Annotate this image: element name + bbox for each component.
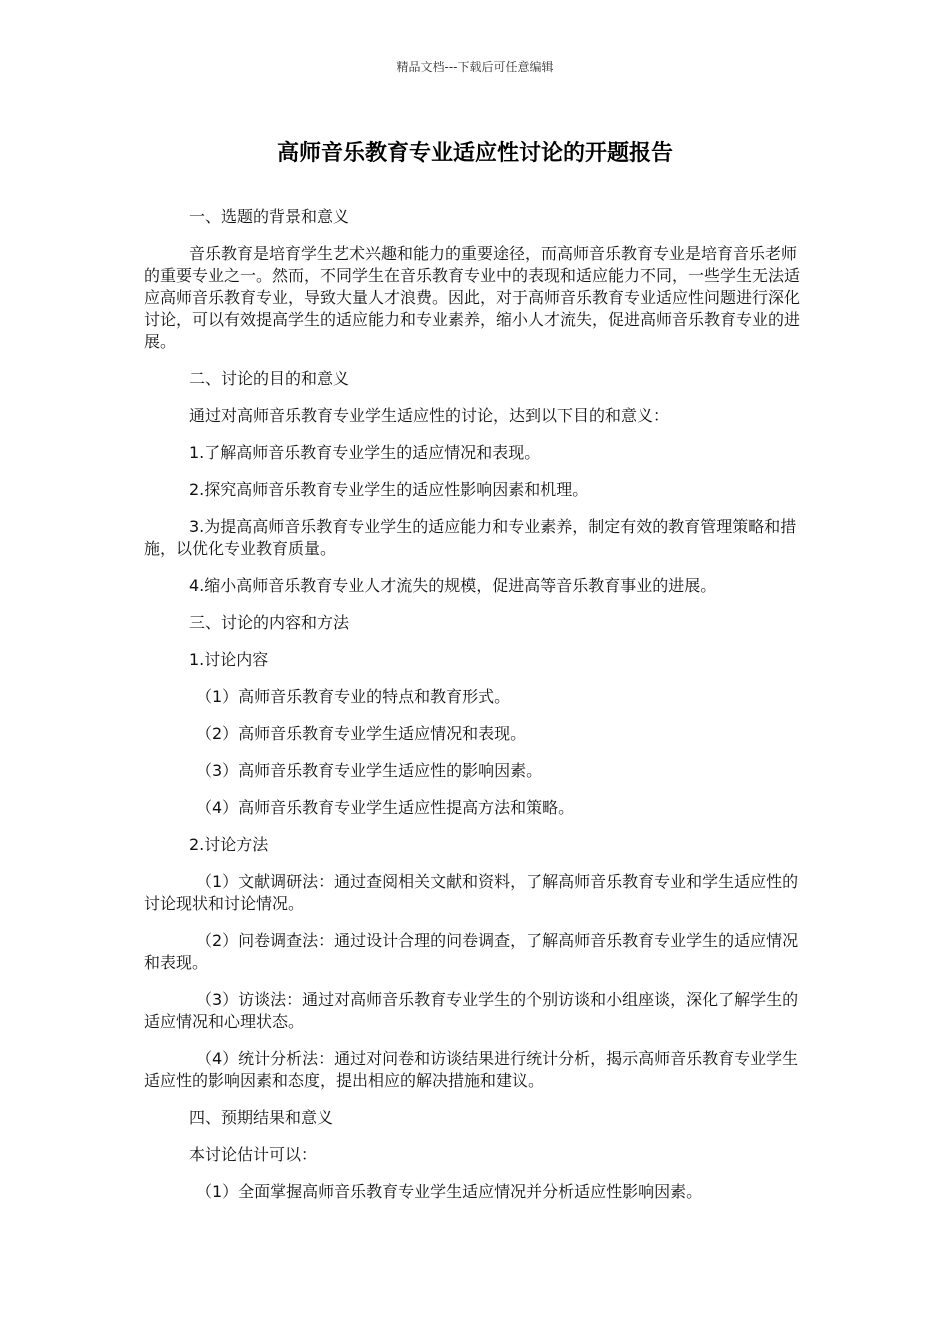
subheading-content: 1.讨论内容	[189, 650, 269, 669]
list-item-method-4: （4）统计分析法：通过对问卷和访谈结果进行统计分析，揭示高师音乐教育专业学生适应性的影响因素和态度，提出相应的解决措施和建议。	[144, 1049, 799, 1090]
list-item-content-4: （4）高师音乐教育专业学生适应性提高方法和策略。	[196, 798, 575, 817]
list-item-method-3: （3）访谈法：通过对高师音乐教育专业学生的个别访谈和小组座谈，深化了解学生的适应情况和心理状态。	[144, 990, 799, 1031]
list-item-method-1: （1）文献调研法：通过查阅相关文献和资料，了解高师音乐教育专业和学生适应性的讨论现状和讨论情况。	[144, 872, 799, 913]
list-item-purpose-1: 1.了解高师音乐教育专业学生的适应情况和表现。	[189, 443, 541, 462]
list-item-method-2: （2）问卷调查法：通过设计合理的问卷调查，了解高师音乐教育专业学生的适应情况和表现。	[144, 931, 799, 972]
list-item-purpose-4: 4.缩小高师音乐教育专业人才流失的规模，促进高等音乐教育事业的进展。	[189, 576, 717, 595]
document-title: 高师音乐教育专业适应性讨论的开题报告	[276, 141, 673, 166]
list-item-content-2: （2）高师音乐教育专业学生适应情况和表现。	[196, 724, 527, 743]
list-item-purpose-3: 3.为提高高师音乐教育专业学生的适应能力和专业素养，制定有效的教育管理策略和措施，以优化专业教育质量。	[144, 517, 797, 558]
list-item-purpose-2: 2.探究高师音乐教育专业学生的适应性影响因素和机理。	[189, 480, 589, 499]
paragraph-background: 音乐教育是培育学生艺术兴趣和能力的重要途径，而高师音乐教育专业是培育音乐老师的重要专业之一。然而，不同学生在音乐教育专业中的表现和适应能力不同，一些学生无法适应高师音乐教育专业，导致大量人才浪费。因此，对于高师音乐教育专业适应性问题进行深化讨论，可以有效提高学生的适应能力和专业素养，缩小人才流失，促进高师音乐教育专业的进展。	[144, 244, 801, 351]
paragraph-results-intro: 本讨论估计可以：	[189, 1145, 318, 1164]
section-heading-results: 四、预期结果和意义	[189, 1108, 334, 1127]
list-item-results-1: （1）全面掌握高师音乐教育专业学生适应情况并分析适应性影响因素。	[196, 1182, 703, 1201]
subheading-method: 2.讨论方法	[189, 835, 269, 854]
header-note: 精品文档---下载后可任意编辑	[396, 60, 554, 74]
paragraph-purpose-intro: 通过对高师音乐教育专业学生适应性的讨论，达到以下目的和意义：	[189, 406, 670, 425]
section-heading-content-method: 三、讨论的内容和方法	[189, 613, 350, 632]
list-item-content-1: （1）高师音乐教育专业的特点和教育形式。	[196, 687, 511, 706]
section-heading-purpose: 二、讨论的目的和意义	[189, 369, 350, 388]
document-body	[144, 206, 806, 1218]
section-heading-background: 一、选题的背景和意义	[189, 207, 350, 226]
list-item-content-3: （3）高师音乐教育专业学生适应性的影响因素。	[196, 761, 543, 780]
